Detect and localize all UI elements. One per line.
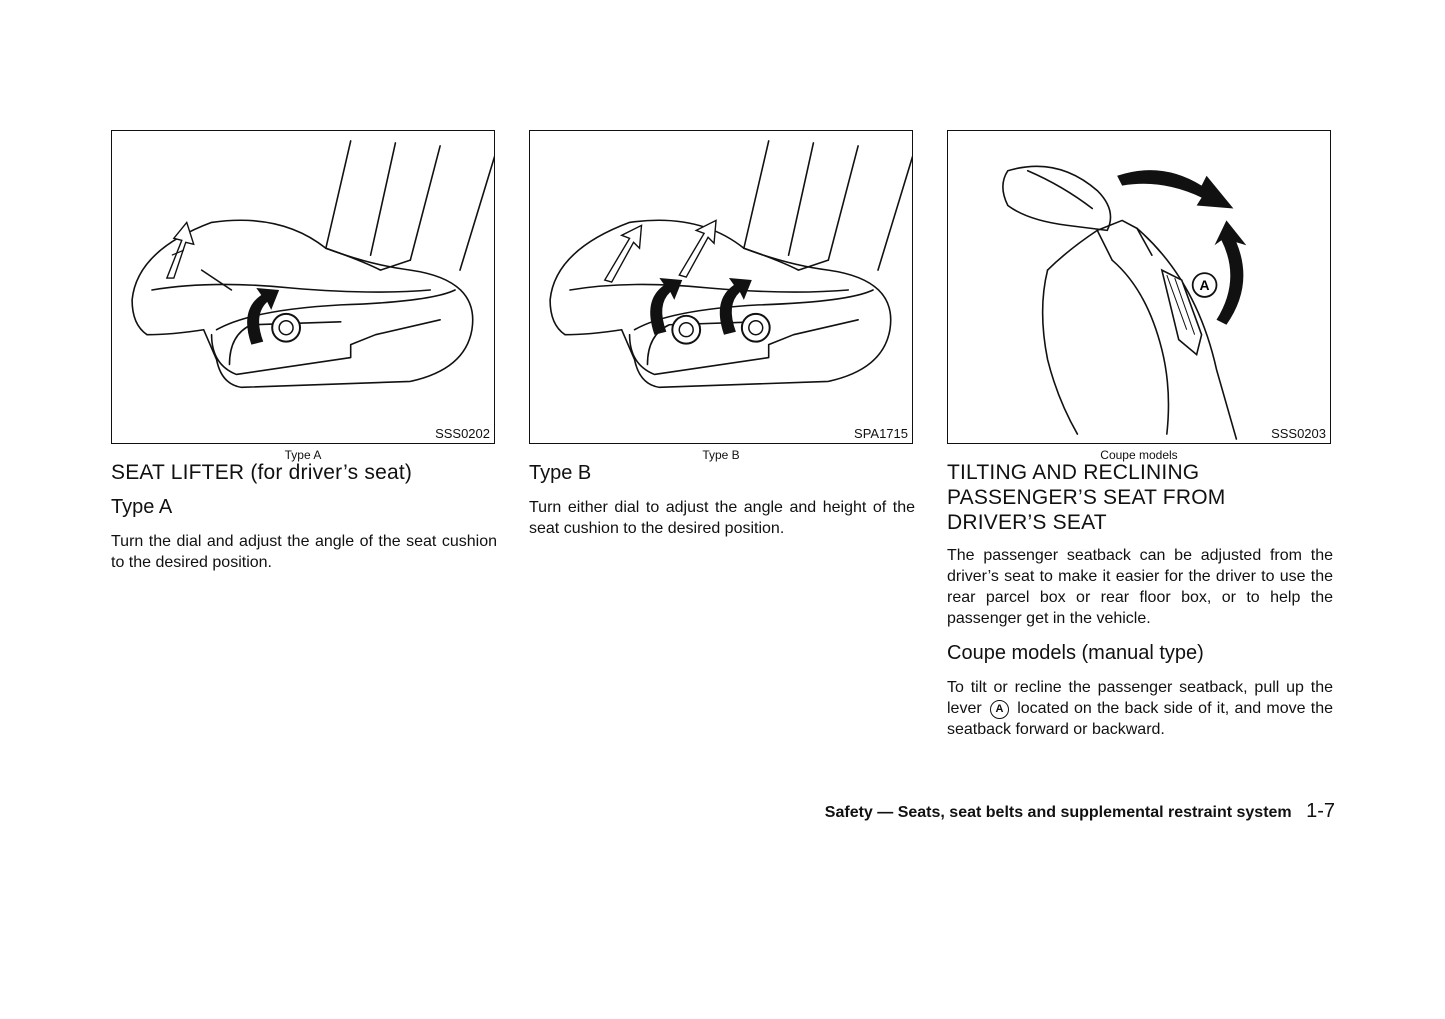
paragraph: The passenger seatback can be adjusted from the driver’s seat to make it easier for the driver to use the rear parcel box or rear floor box, or to help the passenger get in the vehicle.	[947, 547, 1333, 627]
figure-code: SSS0203	[1271, 426, 1326, 441]
paragraph: Turn the dial and adjust the angle of the seat cushion to the desired position.	[111, 533, 497, 571]
page-footer	[825, 800, 1335, 823]
heading-line: TILTING AND RECLINING	[947, 461, 1200, 484]
figure-coupe	[947, 130, 1331, 444]
lever-a-symbol: A	[990, 700, 1009, 719]
heading-line: PASSENGER’S SEAT FROM	[947, 486, 1226, 509]
section-heading	[947, 460, 1333, 535]
section-heading: SEAT LIFTER (for driver’s seat)	[111, 461, 413, 484]
paragraph	[947, 677, 1333, 740]
page-number: 1-7	[1306, 800, 1335, 822]
subheading: Type B	[529, 462, 592, 484]
column-seat-lifter-type-b	[529, 460, 915, 551]
paragraph: Turn either dial to adjust the angle and height of the seat cushion to the desired position.	[529, 499, 915, 537]
figure-type-a	[111, 130, 495, 444]
figure-type-b	[529, 130, 913, 444]
figure-caption: Type B	[702, 448, 740, 462]
text-run: To tilt or recline the passenger seatback, pull up the lever	[947, 679, 1333, 717]
figure-code: SSS0202	[435, 426, 490, 441]
text-run: located on the back side of it, and move the seatback forward or backward.	[947, 700, 1333, 738]
footer-title: Safety — Seats, seat belts and supplemental restraint system	[824, 804, 1292, 821]
subheading: Type A	[111, 496, 173, 518]
column-seat-lifter-type-a	[111, 460, 497, 585]
seatback-recline-illustration	[948, 131, 1330, 443]
figure-code: SPA1715	[854, 426, 908, 441]
heading-line: DRIVER’S SEAT	[947, 511, 1107, 534]
column-tilting-reclining	[947, 460, 1333, 752]
figure-caption: Type A	[284, 448, 322, 462]
seat-lifter-type-a-illustration	[112, 131, 494, 443]
seat-lifter-type-b-illustration	[530, 131, 912, 443]
figure-caption: Coupe models	[1100, 448, 1178, 462]
subheading: Coupe models (manual type)	[947, 642, 1204, 664]
lever-label: A	[1199, 276, 1210, 293]
